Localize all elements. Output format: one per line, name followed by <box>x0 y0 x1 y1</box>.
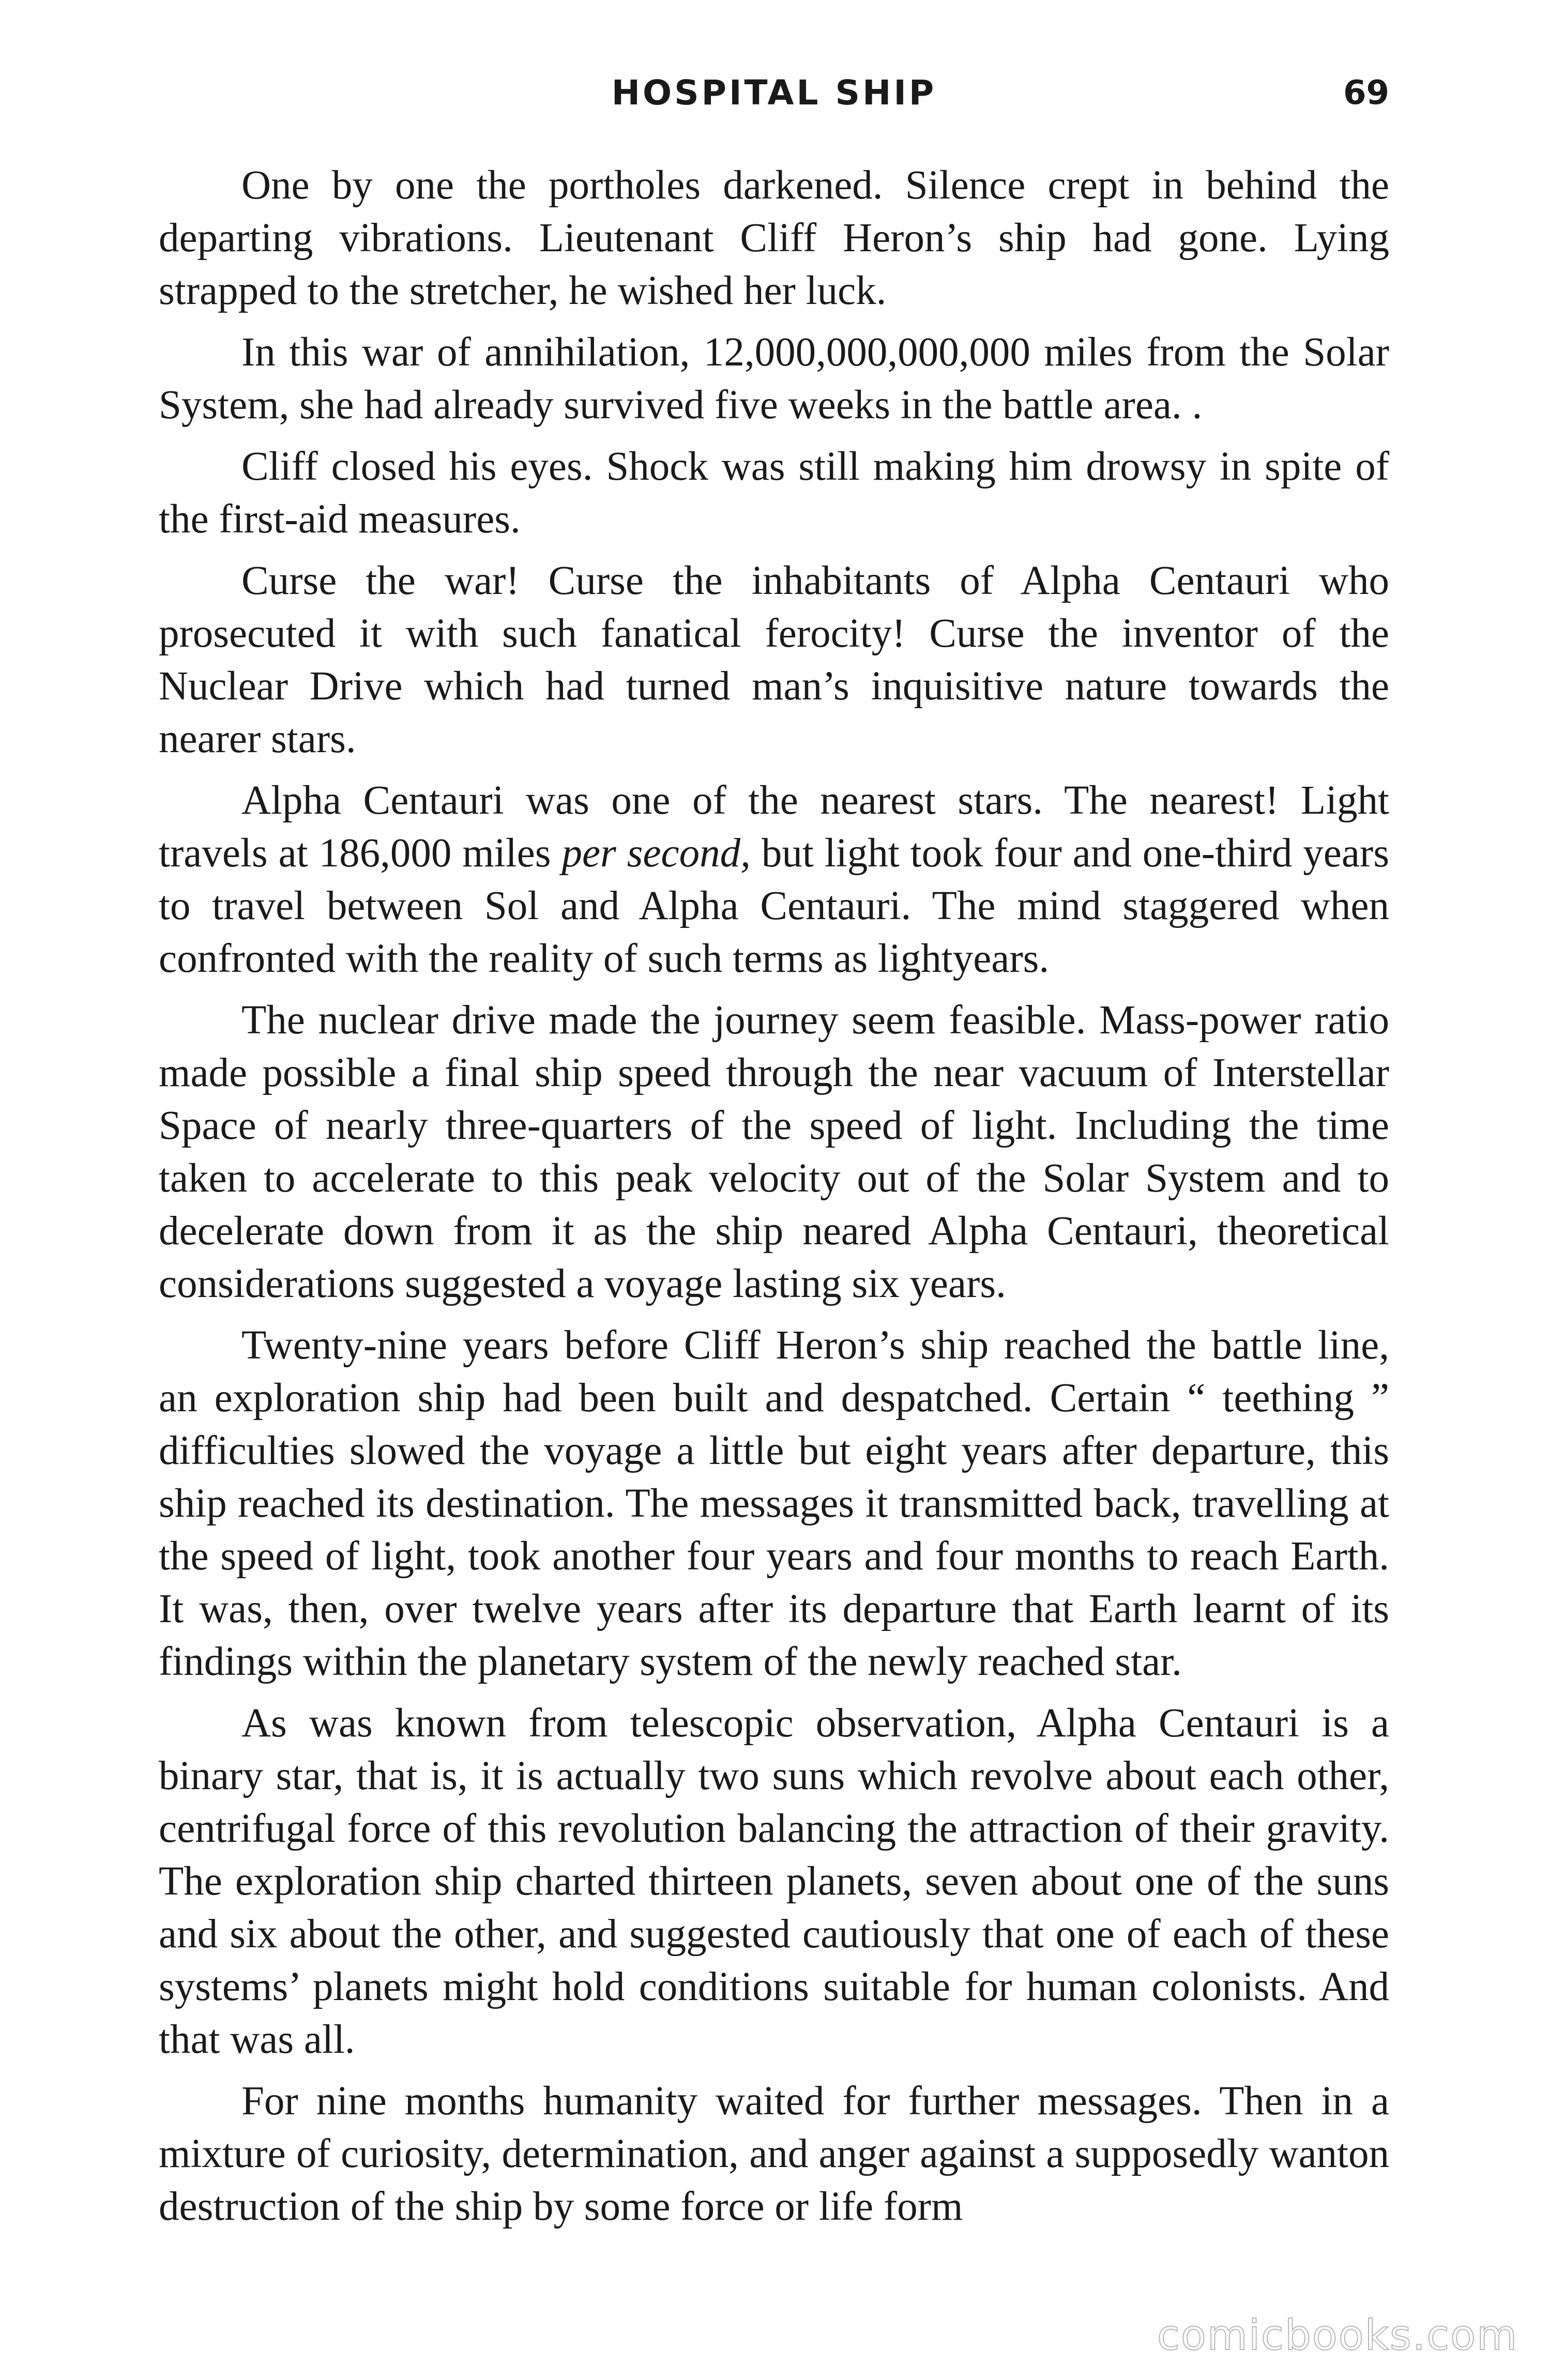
paragraph: Cliff closed his eyes. Shock was still making him drowsy in spite of the first-aid measures. <box>159 444 1389 542</box>
running-head <box>159 70 1389 116</box>
paragraph: The nuclear drive made the journey seem feasible. Mass-power ratio made possible a final ship speed through the near vacuum of Interstellar Space of nearly three-quarters of the speed of light. Including the time taken to accelerate to this peak velocity out of the Solar System and to decelerate down from it as the ship neared Alpha Centauri, theoretical considerations suggested a voyage lasting six years. <box>159 998 1389 1306</box>
paragraph <box>159 774 1389 985</box>
italic-phrase: per second, <box>561 831 751 876</box>
body-text <box>159 159 1389 2242</box>
paragraph-text: but light took four and one-third years to travel between Sol and Alpha Centauri. The mind staggered when confronted with the reality of such terms as lightyears. <box>159 831 1389 981</box>
paragraph: Twenty-nine years before Cliff Heron’s ship reached the battle line, an exploration ship had been built and despatched. Certain “ teething ” difficulties slowed the voyage a little but eight years after departure, this ship reached its destination. The messages it transmitted back, travelling at the speed of light, took another four years and four months to reach Earth. It was, then, over twelve years after its departure that Earth learnt of its findings within the planetary system of the newly reached star. <box>159 1323 1389 1684</box>
paragraph: For nine months humanity waited for further messages. Then in a mixture of curiosity, determination, and anger against a supposedly wanton destruction of the ship by some force or life form <box>159 2079 1389 2229</box>
watermark: comicbooks.com <box>1157 2311 1518 2359</box>
paragraph: One by one the portholes darkened. Silence crept in behind the departing vibrations. Lieutenant Cliff Heron’s ship had gone. Lying strapped to the stretcher, he wished her luck. <box>159 163 1389 313</box>
page-number: 69 <box>1343 74 1389 112</box>
paragraph: As was known from telescopic observation, Alpha Centauri is a binary star, that is, it is actually two suns which revolve about each other, centrifugal force of this revolution balancing the attraction of their gravity. The exploration ship charted thirteen planets, seven about one of the suns and six about the other, and suggested cautiously that one of each of these systems’ planets might hold conditions suitable for human colonists. And that was all. <box>159 1701 1389 2062</box>
paragraph: In this war of annihilation, 12,000,000,000,000 miles from the Solar System, she had already survived five weeks in the battle area. . <box>159 330 1389 428</box>
running-head-title: HOSPITAL SHIP <box>611 73 937 113</box>
paragraph-text: Alpha Centauri was one of the nearest stars. The nearest! Light travels at 186,000 miles <box>159 778 1389 876</box>
paragraph: Curse the war! Curse the inhabitants of Alpha Centauri who prosecuted it with such fanatical ferocity! Curse the inventor of the Nuclear Drive which had turned man’s inquisitive nature towards the nearer stars. <box>159 558 1389 761</box>
